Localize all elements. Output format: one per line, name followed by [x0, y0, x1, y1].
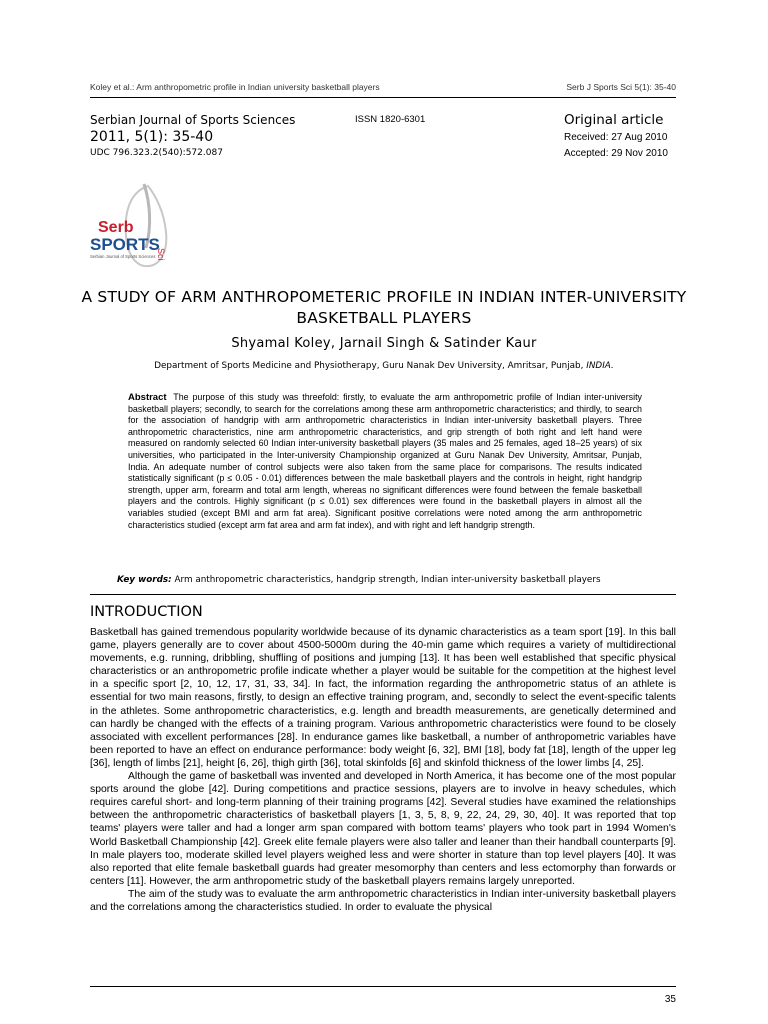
running-header-left: Koley et al.: Arm anthropometric profile in Indian university basketball players: [90, 82, 380, 92]
abstract-label: Abstract: [128, 392, 167, 403]
logo-serb: Serb: [98, 219, 134, 236]
paragraph: Although the game of basketball was invented and developed in North America, it has become one of the most popular sports around the globe [42]. During competitions and practice sessions, players are to involve in heavy schedules, which requires careful short- and long-term planning of their training programs [42]. Several studies have examined the relationships between the anthropometric characteristics of basketball players [1, 3, 5, 8, 9, 22, 24, 29, 30, 40]. It was reported that top teams' players were taller and had a longer arm span compared with bottom teams' players who took part in 1994 Women's World Basketball Championship [42]. Greek elite female players were also taller and leaner than their handball counterparts [9]. In male players too, moderate skilled level players weighed less and were shorter in stature than top level players [40]. It was also reported that elite female basketball guards had greater mesomorphy than centers and less ectomorphy than forwards or centers [11]. However, the arm anthropometric study of the basketball players remains largely unreported.: [90, 771, 676, 887]
affiliation: [60, 361, 708, 371]
logo-tagline: Serbian Journal of Sports Sciences: [90, 254, 156, 259]
journal-udc: UDC 796.323.2(540):572.087: [90, 148, 223, 158]
logo-sci: Sci: [156, 248, 166, 261]
header-rule: [90, 97, 676, 98]
received-date: Received: 27 Aug 2010: [564, 132, 668, 143]
accepted-date: Accepted: 29 Nov 2010: [564, 148, 668, 159]
journal-volume: 2011, 5(1): 35-40: [90, 129, 214, 145]
logo-sports: SPORTS: [90, 235, 160, 254]
journal-name: Serbian Journal of Sports Sciences: [90, 113, 296, 127]
affiliation-country: INDIA.: [586, 361, 614, 371]
article-title: A STUDY OF ARM ANTHROPOMETERIC PROFILE IN INDIAN INTER-UNIVERSITY BASKETBALL PLAYERS: [81, 288, 687, 327]
article-authors: Shyamal Koley, Jarnail Singh & Satinder Kaur: [231, 336, 537, 351]
footer-rule: [90, 986, 676, 987]
introduction-heading: INTRODUCTION: [90, 604, 203, 620]
journal-logo: [86, 182, 176, 270]
journal-issn: ISSN 1820-6301: [355, 114, 426, 125]
page-number: 35: [664, 994, 676, 1005]
introduction-body: [90, 626, 676, 914]
section-rule: [90, 594, 676, 595]
paragraph: The aim of the study was to evaluate the arm anthropometric characteristics in Indian inter-university basketball players and the correlations among the characteristics studied. In order to evaluate the physical: [90, 888, 676, 913]
affiliation-text: Department of Sports Medicine and Physiotherapy, Guru Nanak Dev University, Amritsar, Punjab,: [154, 361, 587, 371]
keywords: [117, 575, 677, 585]
journal-info: [90, 113, 295, 158]
running-header: [90, 82, 676, 92]
running-header-right: Serb J Sports Sci 5(1): 35-40: [566, 82, 676, 92]
abstract-text: The purpose of this study was threefold: firstly, to evaluate the arm anthropometric profile of Indian inter-university basketball players; secondly, to search for the correlations among these arm anthropometric characteristics; and thirdly, to search for the association of handgrip with arm anthropometric characteristics in Indian inter-university basketball players. Three anthropometric characteristics, nine arm anthropometric characteristics, and grip strength of both right and left hand were measured on randomly selected 60 Indian inter-university basketball players (35 males and 25 females, aged 18–25 years) of six universities, who participated in the Inter-university Championship organized at Guru Nanak Dev University, Amritsar, Punjab, India. An adequate number of control subjects were also taken from the same place for comparisons. The results indicated statistically significant (p ≤ 0.05 - 0.01) differences between the male basketball players and the controls in height, right handgrip strength, upper arm, forearm and total arm length, whereas no significant differences were found between the female basketball players and the controls. Highly significant (p ≤ 0.01) sex differences were found in the basketball players in almost all the variables studied (except BMI and arm fat area). Significant positive correlations were noted among the arm anthropometric characteristics studied (except arm fat area and arm fat index), and with right and left handgrip strength.: [128, 392, 642, 530]
paragraph: Basketball has gained tremendous popularity worldwide because of its dynamic characteristics as a team sport [19]. In this ball game, players generally are to cover about 4500-5000m during the 40-min game which requires a variety of multidirectional movements, e.g. running, dribbling, shuffling of positions and jumping [13]. It has been well established that specific physical characteristics or an anthropometric profile indicate whether a player would be suitable for the competition at the highest level in a specific sport [2, 10, 12, 17, 31, 33, 34]. In fact, the information regarding the anthropometric status of an athlete is essential for two main reasons, firstly, to design an effective training program, and, secondly to select the event-specific talents in the athletes. Some anthropometric characteristics, e.g. length and breadth measurements, are genetically determined and can hardly be changed with the effects of a training program. Various anthropometric characteristics were found to be closely associated with excellent performances [28]. In endurance games like basketball, a number of anthropometric variables have been reported to have an effect on endurance performance: body weight [6, 32], BMI [18], body fat [18], length of the upper leg [36], length of limbs [21], height [6, 26], thigh girth [36], total skinfolds [6] and skinfold thickness of the lower limbs [4, 25].: [90, 627, 676, 769]
article-type: Original article: [564, 112, 664, 128]
keywords-label: Key words:: [117, 575, 172, 585]
article-info: [564, 112, 668, 162]
keywords-text: Arm anthropometric characteristics, handgrip strength, Indian inter-university basketball players: [171, 575, 601, 585]
abstract: [128, 392, 642, 531]
